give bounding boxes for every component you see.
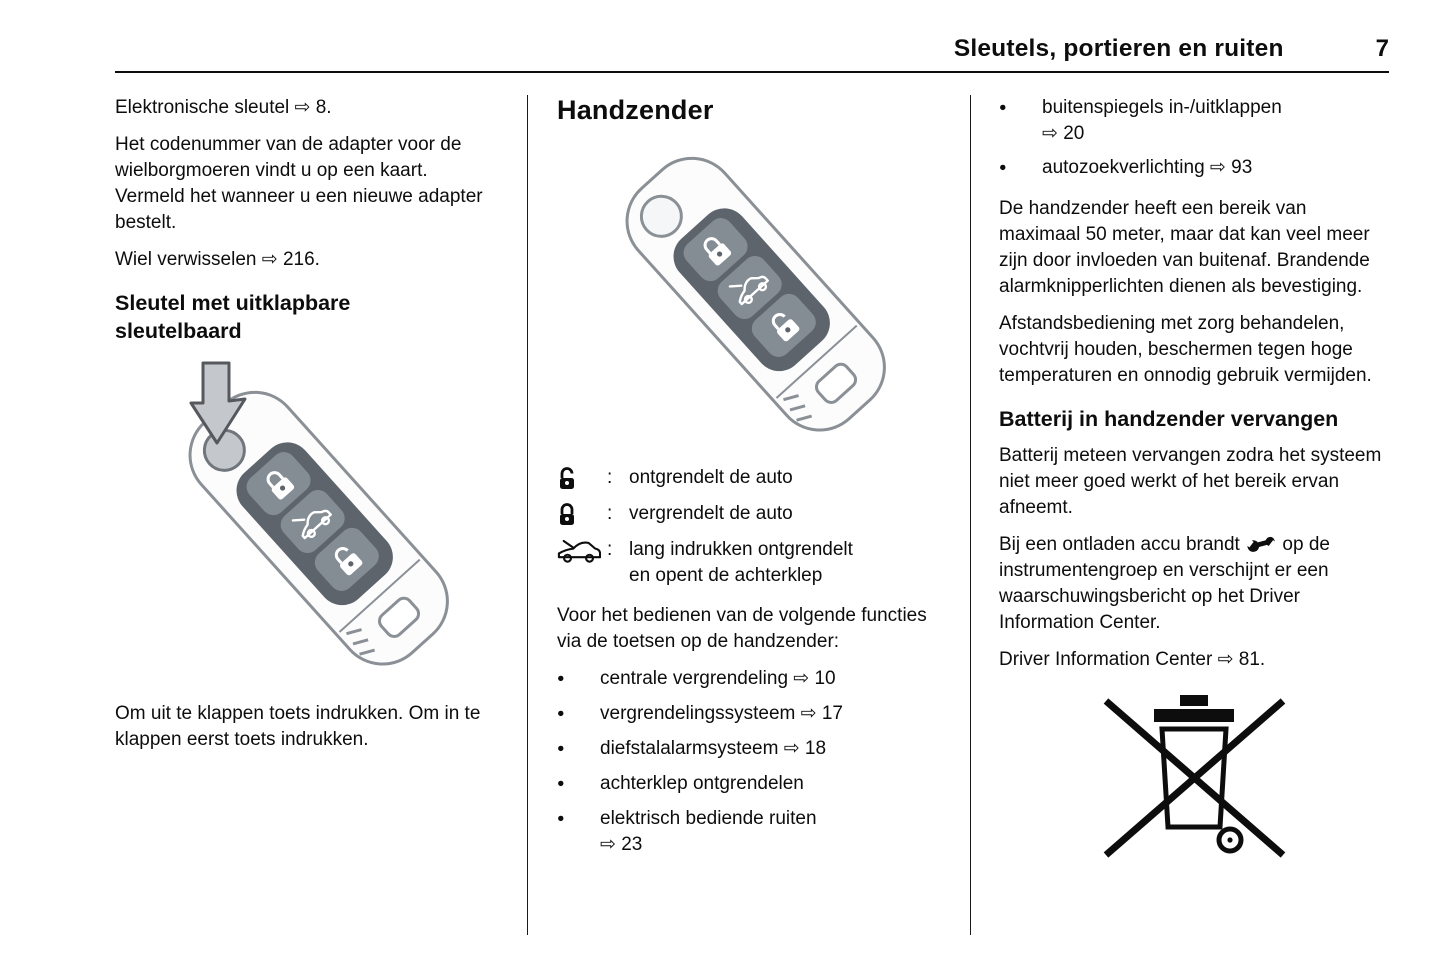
button-legend (557, 465, 940, 589)
legend-row-unlock (557, 465, 940, 499)
paragraph-battery-warning (999, 532, 1389, 636)
list-item-text: diefstalalarmsysteem ⇨ 18 (600, 738, 827, 759)
function-list-continued (999, 95, 1389, 182)
list-item (557, 806, 940, 858)
bullet-icon (557, 771, 600, 798)
paragraph-battery-replace: Batterij meteen vervangen zodra het systeem niet meer goed werkt of het bereik ervan afneemt. (999, 445, 1382, 518)
page-header (0, 0, 1445, 62)
header-rule (115, 71, 1389, 73)
content-columns (115, 95, 1389, 935)
legend-separator: : (607, 503, 613, 524)
list-item-text: autozoekverlichting ⇨ 93 (1042, 157, 1253, 178)
list-item (557, 666, 940, 693)
paragraph-code-number: Het codenummer van de adapter voor de wielborgmoeren vindt u op een kaart. Vermeld het wanneer u een nieuwe adapter bestelt. (115, 134, 483, 233)
paragraph-battery-warning-start: Bij een ontladen accu brandt (999, 534, 1240, 555)
legend-text-unlock: ontgrendelt de auto (629, 467, 793, 488)
column-left (115, 95, 527, 935)
list-item-text: vergrendelingssysteem ⇨ 17 (600, 703, 843, 724)
bullet-icon (557, 701, 600, 728)
list-item (999, 95, 1389, 147)
paragraph-range: De handzender heeft een bereik van maximaal 50 meter, maar dat kan veel meer zijn door invloeden van buitenaf. Brandende alarmknipperlichten dienen als bevestiging. (999, 198, 1370, 297)
lock-icon (557, 501, 607, 535)
list-item (557, 736, 940, 763)
list-item-text: achterklep ontgrendelen (600, 773, 804, 794)
paragraph-care: Afstandsbediening met zorg behandelen, vochtvrij houden, beschermen tegen hoge temperaturen en onnodig gebruik vermijden. (999, 313, 1372, 386)
paragraph-electronic-key: Elektronische sleutel ⇨ 8. (115, 97, 332, 118)
heading-battery-replace: Batterij in handzender vervangen (999, 407, 1339, 431)
remote-key-figure (557, 139, 940, 451)
legend-row-lock (557, 501, 940, 535)
paragraph-battery-warning-end: op de instrumentengroep en verschijnt er een waarschuwingsbericht op het Driver Information Center. (999, 534, 1330, 633)
paragraph-wheel-change: Wiel verwisselen ⇨ 216. (115, 249, 320, 270)
wrench-icon (1245, 532, 1277, 558)
chapter-title: Sleutels, portieren en ruiten (953, 35, 1284, 62)
legend-row-tailgate (557, 537, 940, 589)
paragraph-flip-instructions: Om uit te klappen toets indrukken. Om in te klappen eerst toets indrukken. (115, 703, 481, 750)
weee-bin-icon (1092, 687, 1297, 869)
bullet-icon (557, 806, 600, 858)
list-item-text: centrale vergrendeling ⇨ 10 (600, 668, 836, 689)
heading-handzender: Handzender (557, 95, 714, 125)
bullet-icon (999, 95, 1042, 147)
weee-figure (999, 687, 1389, 869)
paragraph-dic-reference: Driver Information Center ⇨ 81. (999, 649, 1266, 670)
column-middle (527, 95, 970, 935)
list-item (557, 771, 940, 798)
column-right (970, 95, 1389, 935)
legend-text-lock: vergrendelt de auto (629, 503, 793, 524)
function-list (557, 666, 940, 858)
list-item-text: elektrisch bediende ruiten ⇨ 23 (600, 808, 817, 855)
list-item (557, 701, 940, 728)
legend-separator: : (607, 539, 613, 560)
unlock-icon (557, 465, 607, 499)
list-item (999, 155, 1389, 182)
paragraph-functions-intro: Voor het bedienen van de volgende functies via de toetsen op de handzender: (557, 605, 927, 652)
bullet-icon (557, 666, 600, 693)
heading-flip-key: Sleutel met uitklapbare sleutelbaard (115, 291, 351, 343)
list-item-text: buitenspiegels in-/uitklappen ⇨ 20 (1042, 97, 1282, 144)
car-tailgate-icon (557, 537, 607, 572)
flip-key-image (115, 355, 497, 687)
bullet-icon (557, 736, 600, 763)
flip-key-figure (115, 355, 501, 687)
bullet-icon (999, 155, 1042, 182)
remote-key-image (557, 139, 941, 451)
legend-separator: : (607, 467, 613, 488)
legend-text-tailgate: lang indrukken ontgrendelt en opent de achterklep (629, 539, 853, 586)
page-number: 7 (1375, 35, 1389, 62)
